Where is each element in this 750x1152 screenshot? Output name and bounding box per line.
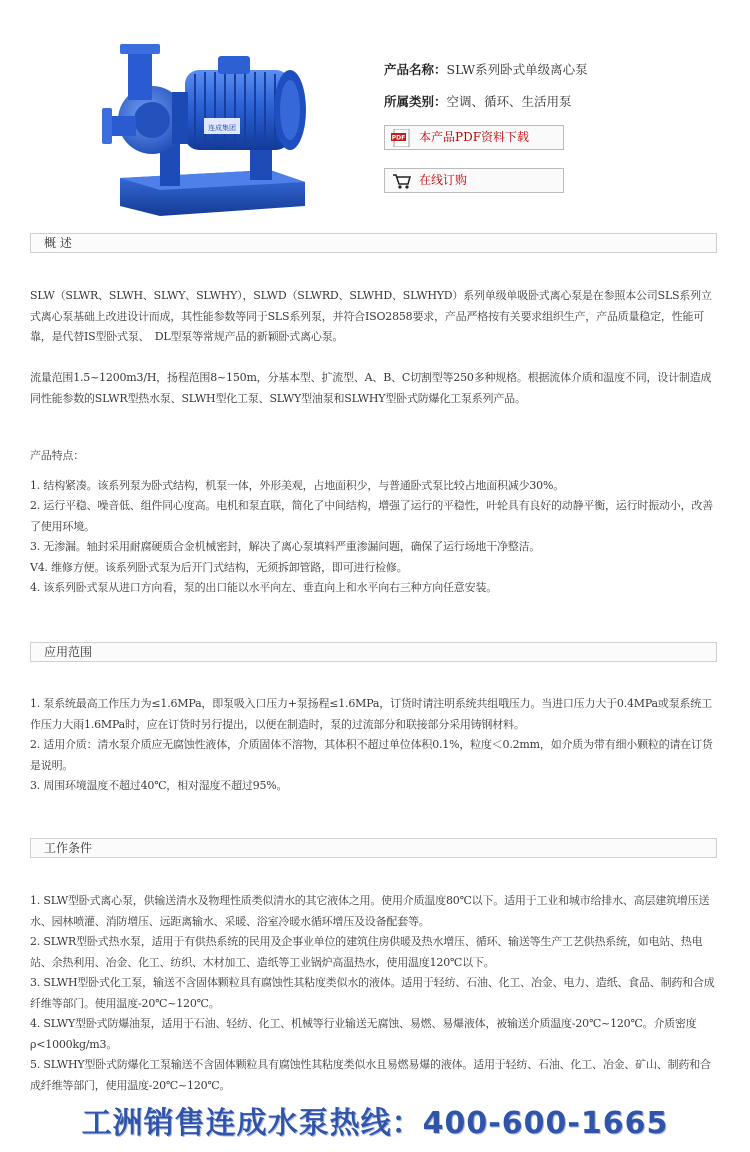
section-application-header	[30, 642, 717, 662]
condition-item-5: 5. SLWHY型卧式防爆化工泵输送不含固体颗粒具有腐蚀性其粘度类似水且易燃易爆的液体。适用于轻纺、石油、化工、冶金、矿山、制药和合成纤维等部门，使用温度-20℃~120℃。	[30, 1058, 711, 1092]
pump-brand-label: 连成集团	[208, 124, 236, 132]
section-application-title: 应用范围	[44, 645, 93, 659]
condition-item-2: 2. SLWR型卧式热水泵，适用于有供热系统的民用及企事业单位的建筑住房供暖及热水增压、循环、输送等生产工艺供热系统，如电站、热电站、余热利用、冶金、化工、纺织、木材加工、造纸等工业锅炉高温热水，使用温度120℃以下。	[30, 935, 703, 969]
pdf-download-button[interactable]	[384, 125, 564, 150]
product-info	[384, 60, 724, 122]
application-block	[30, 694, 720, 797]
feature-4: V4. 维修方便。该系列卧式泵为后开门式结构，无须拆卸管路，即可进行检修。	[30, 560, 408, 574]
overview-paragraph-1: SLW（SLWR、SLWH、SLWY、SLWHY），SLWD（SLWRD、SLWHD、SLWHYD）系列单级单吸卧式离心泵是在参照本公司SLS系列立式离心泵基础上改进设计而成，其性能参数等同于SLS系列泵，并符合ISO2858要求，产品严格按有关要求组织生产，产品质量稳定，性能可靠，是代替IS型卧式泵、 DL型泵等常规产品的新颖卧式离心泵。	[30, 289, 712, 343]
overview-range	[30, 368, 720, 409]
product-name-label: 产品名称：	[384, 62, 447, 77]
product-header	[0, 0, 750, 225]
condition-item-3: 3. SLWH型卧式化工泵，输送不含固体颗粒具有腐蚀性其粘度类似水的液体。适用于轻纺、石油、化工、冶金、电力、造纸、食品、制药和合成纤维等部门。使用温度-20℃~120℃。	[30, 976, 715, 1010]
overview-intro	[30, 286, 720, 348]
pdf-icon-text: PDF	[391, 134, 406, 142]
overview-paragraph-2: 流量范围1.5~1200m3/H，扬程范围8~150m，分基本型、扩流型、A、B、C切割型等250多种规格。根据流体介质和温度不同，设计制造成同性能参数的SLWR型热水泵、SLWH型化工泵、SLWY型油泵和SLWHY型卧式防爆化工泵系列产品。	[30, 371, 712, 405]
pdf-download-label: 本产品PDF资料下载	[419, 130, 530, 144]
sales-hotline-banner: 工洲销售连成水泵热线：400-600-1665	[81, 1106, 669, 1141]
section-conditions-title: 工作条件	[44, 841, 93, 855]
product-name-row	[384, 60, 724, 90]
feature-5: 4. 该系列卧式泵从进口方向看，泵的出口能以水平向左、垂直向上和水平向右三种方向任意安装。	[30, 581, 497, 594]
condition-item-1: 1. SLW型卧式离心泵，供输送清水及物理性质类似清水的其它液体之用。使用介质温度80℃以下。适用于工业和城市给排水、高层建筑增压送水、园林喷灌、消防增压、远距离输水、采暖、浴室冷暖水循环增压及设备配套等。	[30, 894, 710, 928]
product-name-value: SLW系列卧式单级离心泵	[446, 62, 588, 77]
order-online-label: 在线订购	[419, 173, 468, 187]
feature-1: 1. 结构紧凑。该系列泵为卧式结构，机泵一体，外形美观，占地面积少，与普通卧式泵比较占地面积减少30%。	[30, 478, 565, 492]
features-title: 产品特点：	[30, 449, 84, 462]
product-category-value: 空调、循环、生活用泵	[446, 94, 572, 109]
application-item-3: 3. 周围环境温度不超过40℃，相对湿度不超过95%。	[30, 779, 288, 792]
product-category-row	[384, 92, 724, 122]
section-overview-header	[30, 233, 717, 253]
feature-2: 2. 运行平稳、噪音低、组件同心度高。电机和泵直联，简化了中间结构，增强了运行的平稳性，叶轮具有良好的动静平衡，运行时振动小，改善了使用环境。	[30, 499, 713, 533]
product-category-label: 所属类别：	[384, 94, 447, 109]
features-block	[30, 446, 720, 599]
pdf-icon	[391, 129, 413, 147]
application-item-2: 2. 适用介质：清水泵介质应无腐蚀性液体，介质固体不溶物，其体积不超过单位体积0.1%，粒度＜0.2mm，如介质为带有细小颗粒的请在订货是说明。	[30, 738, 713, 772]
conditions-block	[30, 891, 720, 1096]
condition-item-4: 4. SLWY型卧式防爆油泵，适用于石油、轻纺、化工、机械等行业输送无腐蚀、易燃、易爆液体，被输送介质温度-20℃~120℃。介质密度ρ<1000kg/m3。	[30, 1017, 697, 1051]
section-overview-title: 概 述	[44, 236, 72, 250]
pump-product-image	[100, 30, 310, 220]
section-conditions-header	[30, 838, 717, 858]
shopping-cart-icon	[391, 172, 413, 190]
order-online-button[interactable]	[384, 168, 564, 193]
feature-3: 3. 无渗漏。轴封采用耐腐硬质合金机械密封，解决了离心泵填料严重渗漏问题，确保了运行场地干净整洁。	[30, 540, 541, 553]
application-item-1: 1. 泵系统最高工作压力为≤1.6MPa，即泵吸入口压力+泵扬程≤1.6MPa，订货时请注明系统共组哦压力。当进口压力大于0.4MPa或泵系统工作压力大雨1.6MPa时，应在订货时另行提出，以便在制造时，泵的过流部分和联接部分采用铸钢材料。	[30, 697, 712, 731]
